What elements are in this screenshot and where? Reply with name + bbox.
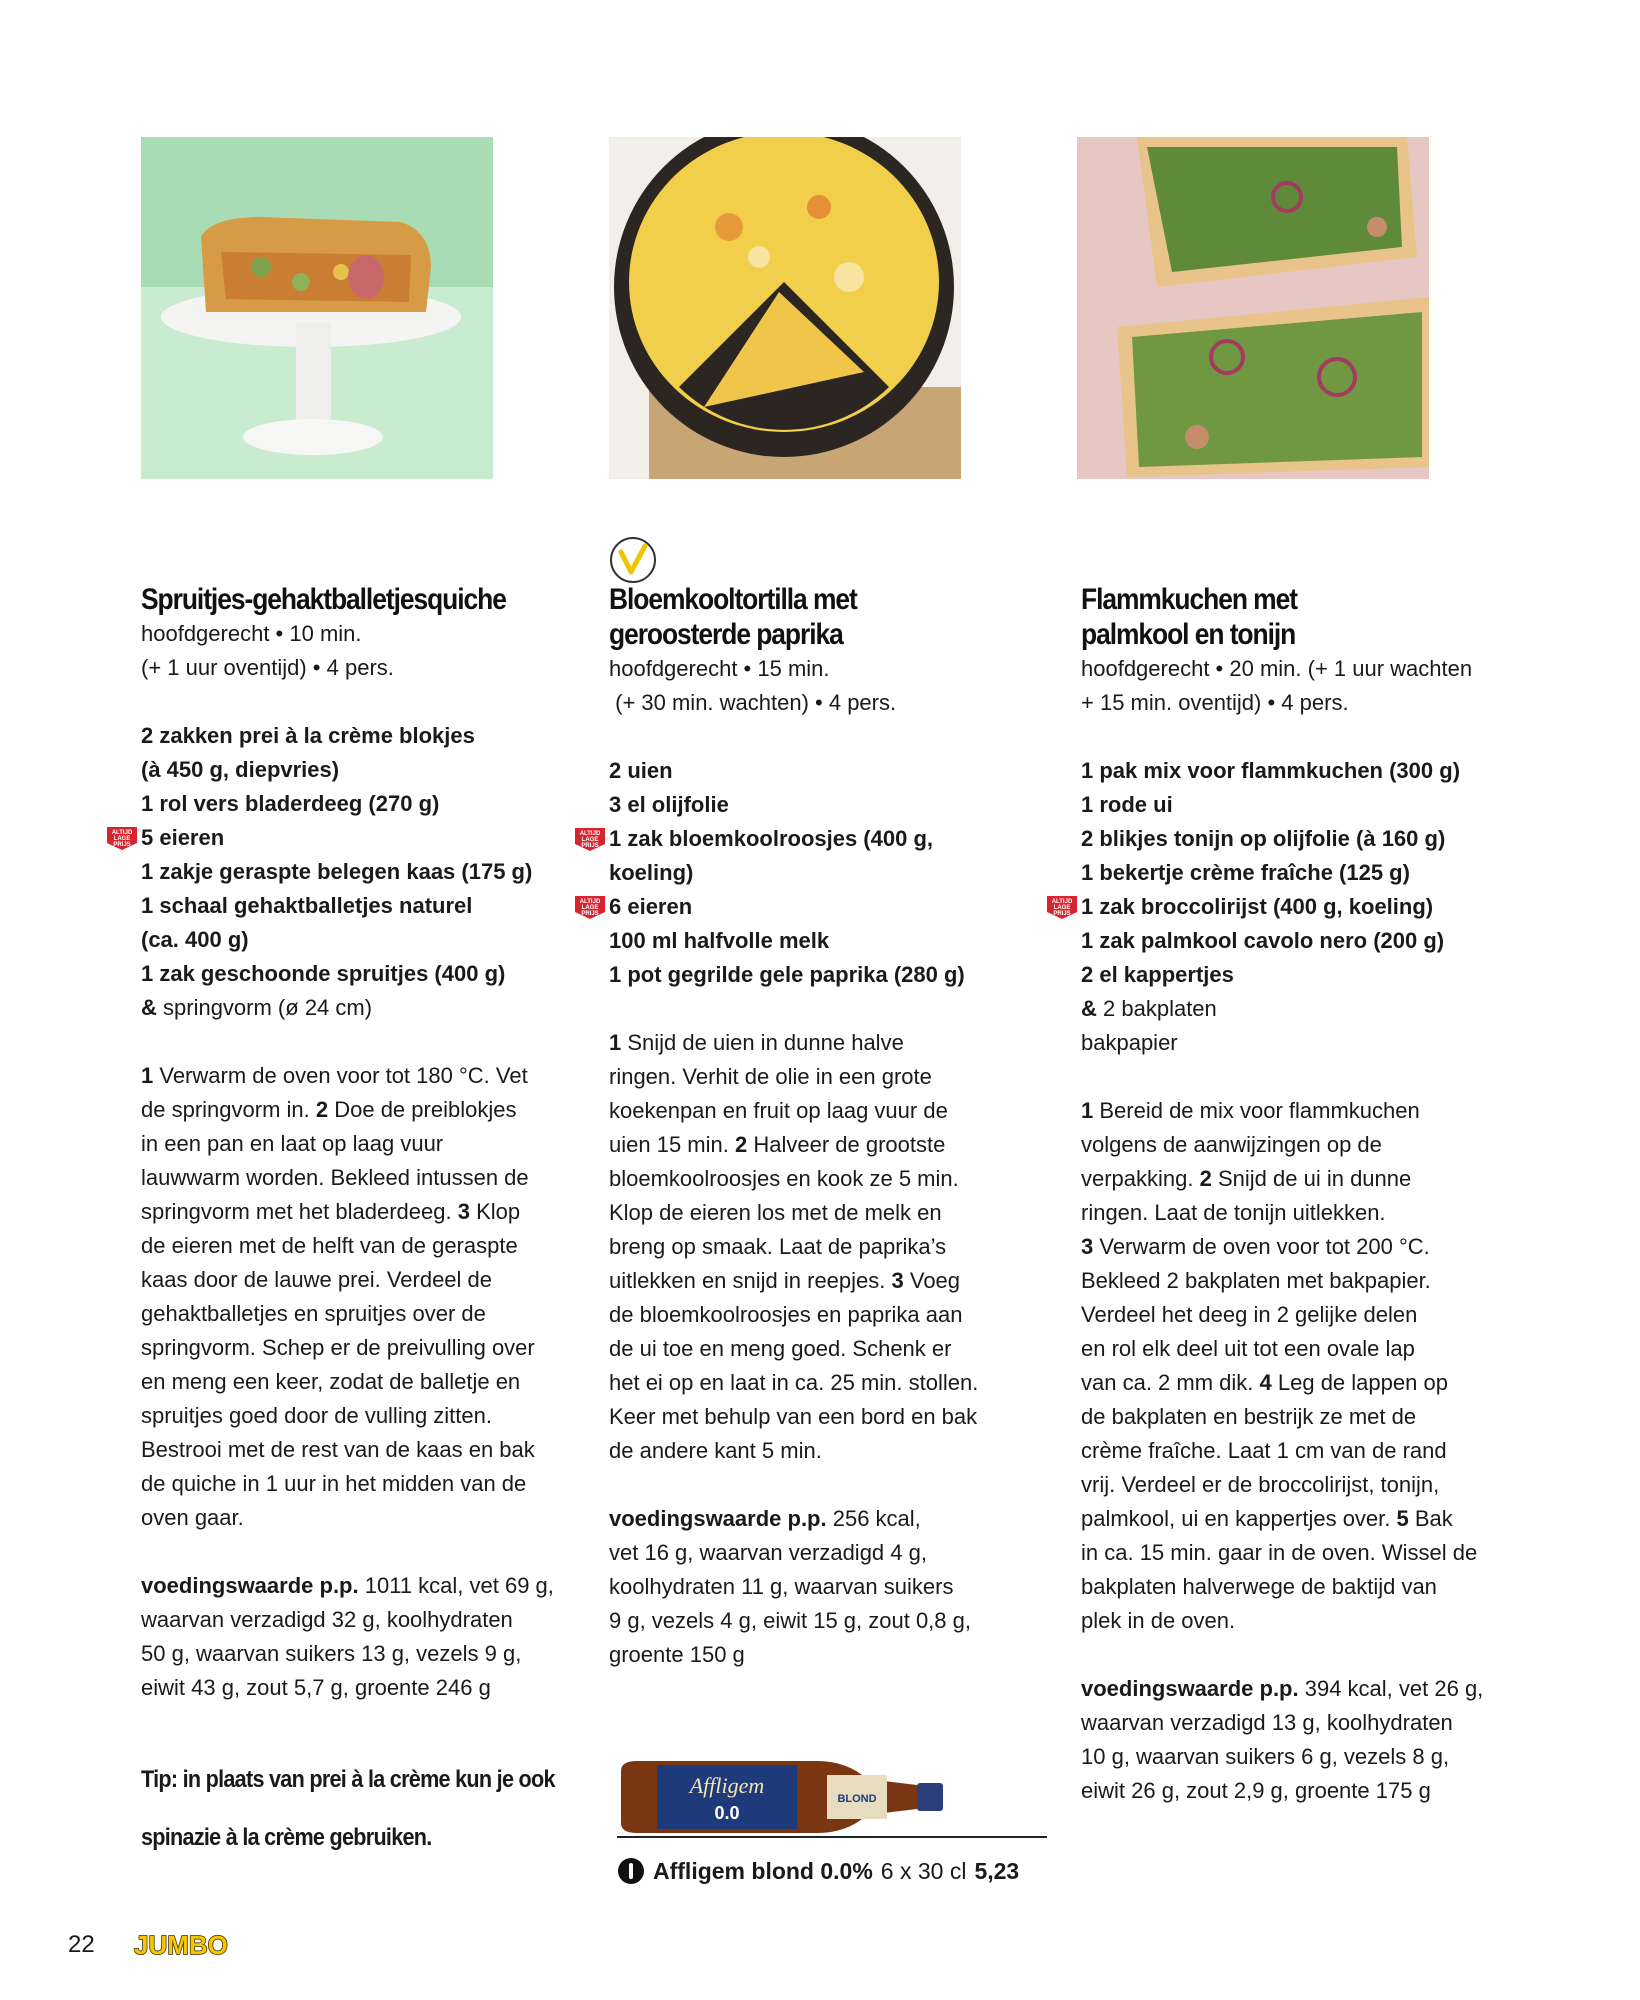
step-line: 1 Verwarm de oven voor tot 180 °C. Vet	[141, 1063, 528, 1088]
step-line: crème fraîche. Laat 1 cm van de rand	[1081, 1438, 1447, 1463]
step-line: uitlekken en snijd in reepjes. 3 Voeg	[609, 1268, 961, 1293]
step-line: breng op smaak. Laat de paprika’s	[609, 1234, 947, 1259]
ingredient: 1 zak broccolirijst (400 g, koeling)	[1081, 894, 1434, 919]
ingredient: 6 eieren	[609, 894, 693, 919]
ingredient: 2 el kappertjes	[1081, 962, 1234, 987]
svg-text:LAGE: LAGE	[581, 905, 599, 911]
recipe-title: Spruitjes-gehaktballetjesquiche	[141, 583, 506, 616]
step-line: de andere kant 5 min.	[609, 1438, 822, 1463]
tortilla-photo	[609, 137, 961, 479]
flammkuchen-photo	[1077, 137, 1429, 479]
step-line: in ca. 15 min. gaar in de oven. Wissel de	[1081, 1540, 1478, 1565]
step-line: volgens de aanwijzingen op de	[1081, 1132, 1382, 1157]
step-line: 3 Verwarm de oven voor tot 200 °C.	[1081, 1234, 1430, 1259]
nutrition-line: voedingswaarde p.p. 394 kcal, vet 26 g,	[1081, 1676, 1484, 1701]
healthy-choice-check-icon	[609, 536, 657, 584]
product-size: 6 x 30 cl	[880, 1858, 967, 1884]
step-line: de bakplaten en bestrijk ze met de	[1081, 1404, 1417, 1429]
nutrition-line: 10 g, waarvan suikers 6 g, vezels 8 g,	[1081, 1744, 1450, 1769]
nutrition-line: eiwit 26 g, zout 2,9 g, groente 175 g	[1081, 1778, 1431, 1803]
step-line: in een pan en laat op laag vuur	[141, 1131, 444, 1156]
step-line: Bestrooi met de rest van de kaas en bak	[141, 1437, 535, 1462]
step-line: 1 Bereid de mix voor flammkuchen	[1081, 1098, 1420, 1123]
ingredient: 3 el olijfolie	[609, 792, 729, 817]
nutrition-line: vet 16 g, waarvan verzadigd 4 g,	[609, 1540, 927, 1565]
step-line: oven gaar.	[141, 1505, 244, 1530]
step-line: verpakking. 2 Snijd de ui in dunne	[1081, 1166, 1412, 1191]
nutrition-line: waarvan verzadigd 32 g, koolhydraten	[141, 1607, 513, 1632]
ingredient: 1 zak palmkool cavolo nero (200 g)	[1081, 928, 1445, 953]
nutrition-line: 50 g, waarvan suikers 13 g, vezels 9 g,	[141, 1641, 522, 1666]
recipe-title: Bloemkooltortilla met	[609, 583, 857, 616]
recipe-meta: hoofdgerecht • 20 min. (+ 1 uur wachten	[1081, 656, 1473, 681]
step-line: uien 15 min. 2 Halveer de grootste	[609, 1132, 946, 1157]
ingredient: 5 eieren	[141, 825, 225, 850]
ingredient: 1 pak mix voor flammkuchen (300 g)	[1081, 758, 1461, 783]
svg-text:ALTIJD: ALTIJD	[1051, 899, 1073, 905]
nutrition-line: eiwit 43 g, zout 5,7 g, groente 246 g	[141, 1675, 491, 1700]
step-line: de eieren met de helft van de geraspte	[141, 1233, 518, 1258]
step-line: Keer met behulp van een bord en bak	[609, 1404, 978, 1429]
ingredient: (à 450 g, diepvries)	[141, 757, 340, 782]
equipment: bakpapier	[1081, 1030, 1178, 1055]
svg-text:PRIJS: PRIJS	[581, 911, 599, 917]
step-line: spruitjes goed door de vulling zitten.	[141, 1403, 492, 1428]
quiche-photo	[141, 137, 493, 479]
step-line: palmkool, ui en kappertjes over. 5 Bak	[1081, 1506, 1453, 1531]
ingredient: 1 rode ui	[1081, 792, 1173, 817]
step-line: Verdeel het deeg in 2 gelijke delen	[1081, 1302, 1418, 1327]
step-line: lauwwarm worden. Bekleed intussen de	[141, 1165, 529, 1190]
ingredient: (ca. 400 g)	[141, 927, 249, 952]
svg-text:0.0: 0.0	[714, 1803, 740, 1823]
nutrition-line: voedingswaarde p.p. 256 kcal,	[609, 1506, 921, 1531]
equipment: & 2 bakplaten	[1081, 996, 1217, 1021]
step-line: de ui toe en meng goed. Schenk er	[609, 1336, 952, 1361]
step-line: gehaktballetjes en spruitjes over de	[141, 1301, 486, 1326]
ingredient: 2 blikjes tonijn op olijfolie (à 160 g)	[1081, 826, 1446, 851]
step-line: koekenpan en fruit op laag vuur de	[609, 1098, 948, 1123]
ingredient: koeling)	[609, 860, 694, 885]
recipe-steps	[609, 1026, 1049, 1468]
recipe-meta: (+ 1 uur oventijd) • 4 pers.	[141, 655, 394, 680]
recipe-quiche	[111, 582, 581, 1879]
nutrition-line: voedingswaarde p.p. 1011 kcal, vet 69 g,	[141, 1573, 554, 1598]
step-line: het ei op en laat in ca. 25 min. stollen.	[609, 1370, 979, 1395]
svg-text:ALTIJD: ALTIJD	[579, 831, 601, 837]
ingredient: 1 schaal gehaktballetjes naturel	[141, 893, 473, 918]
svg-text:BLOND: BLOND	[837, 1793, 877, 1805]
ingredient: 100 ml halfvolle melk	[609, 928, 830, 953]
recipe-title: Flammkuchen met	[1081, 583, 1297, 616]
step-line: de springvorm in. 2 Doe de preiblokjes	[141, 1097, 517, 1122]
svg-text:ALTIJD: ALTIJD	[111, 830, 133, 836]
recipe-flammkuchen	[1051, 582, 1521, 1808]
equipment: & springvorm (ø 24 cm)	[141, 995, 373, 1020]
svg-text:PRIJS: PRIJS	[581, 843, 599, 849]
svg-text:PRIJS: PRIJS	[1053, 911, 1071, 917]
step-line: springvorm. Schep er de preivulling over	[141, 1335, 535, 1360]
recipe-steps	[1081, 1094, 1521, 1638]
recipe-title: geroosterde paprika	[609, 618, 843, 651]
product-caption	[617, 1855, 1019, 1887]
step-line: bloemkoolroosjes en kook ze 5 min.	[609, 1166, 959, 1191]
svg-text:LAGE: LAGE	[581, 837, 599, 843]
step-line: 1 Snijd de uien in dunne halve	[609, 1030, 904, 1055]
ingredient: 1 rol vers bladerdeeg (270 g)	[141, 791, 440, 816]
step-line: van ca. 2 mm dik. 4 Leg de lappen op	[1081, 1370, 1448, 1395]
nutrition-line: waarvan verzadigd 13 g, koolhydraten	[1081, 1710, 1453, 1735]
beer-bottle-image	[617, 1757, 947, 1837]
nutrition-line: 9 g, vezels 4 g, eiwit 15 g, zout 0,8 g,	[609, 1608, 971, 1633]
step-line: Bekleed 2 bakplaten met bakpapier.	[1081, 1268, 1431, 1293]
step-line: de quiche in 1 uur in het midden van de	[141, 1471, 527, 1496]
nutrition-line: groente 150 g	[609, 1642, 745, 1667]
product-name: Affligem blond 0.0%	[653, 1858, 873, 1884]
step-line: plek in de oven.	[1081, 1608, 1236, 1633]
svg-text:JUMBO: JUMBO	[134, 1930, 228, 1960]
product-price: 5,23	[974, 1858, 1020, 1884]
recipe-tip: spinazie à la crème gebruiken.	[141, 1824, 432, 1851]
ingredient: 1 bekertje crème fraîche (125 g)	[1081, 860, 1410, 885]
step-line: Klop de eieren los met de melk en	[609, 1200, 942, 1225]
nutrition-line: koolhydraten 11 g, waarvan suikers	[609, 1574, 954, 1599]
recipe-meta: + 15 min. oventijd) • 4 pers.	[1081, 690, 1349, 715]
svg-text:PRIJS: PRIJS	[113, 842, 131, 848]
recipe-meta: (+ 30 min. wachten) • 4 pers.	[609, 690, 897, 715]
step-line: kaas door de lauwe prei. Verdeel de	[141, 1267, 493, 1292]
step-line: en rol elk deel uit tot een ovale lap	[1081, 1336, 1415, 1361]
step-line: en meng een keer, zodat de balletje en	[141, 1369, 521, 1394]
ingredient: 1 zak bloemkoolroosjes (400 g,	[609, 826, 934, 851]
svg-text:Affligem: Affligem	[689, 1773, 765, 1798]
step-line: vrij. Verdeel er de broccolirijst, tonijn,	[1081, 1472, 1440, 1497]
step-line: ringen. Laat de tonijn uitlekken.	[1081, 1200, 1386, 1225]
step-line: bakplaten halverwege de baktijd van	[1081, 1574, 1437, 1599]
alcohol-info-icon	[617, 1857, 645, 1885]
ingredient: 1 zakje geraspte belegen kaas (175 g)	[141, 859, 533, 884]
product-divider	[617, 1836, 1047, 1838]
recipe-tip: Tip: in plaats van prei à la crème kun je ook	[141, 1766, 555, 1793]
ingredient: 2 zakken prei à la crème blokjes	[141, 723, 475, 748]
ingredient: 1 zak geschoonde spruitjes (400 g)	[141, 961, 506, 986]
svg-text:ALTIJD: ALTIJD	[579, 899, 601, 905]
svg-text:LAGE: LAGE	[1053, 905, 1071, 911]
step-line: springvorm met het bladerdeeg. 3 Klop	[141, 1199, 521, 1224]
jumbo-logo	[132, 1927, 240, 1961]
ingredient: 1 pot gegrilde gele paprika (280 g)	[609, 962, 965, 987]
ingredient: 2 uien	[609, 758, 673, 783]
always-low-price-badge-icon	[573, 894, 607, 920]
page-number: 22	[68, 1931, 95, 1958]
step-line: ringen. Verhit de olie in een grote	[609, 1064, 932, 1089]
always-low-price-badge-icon	[1045, 894, 1079, 920]
recipe-meta: hoofdgerecht • 15 min.	[609, 656, 830, 681]
recipe-steps	[141, 1059, 581, 1535]
svg-text:LAGE: LAGE	[113, 836, 131, 842]
always-low-price-badge-icon	[573, 826, 607, 852]
recipe-meta: hoofdgerecht • 10 min.	[141, 621, 362, 646]
recipe-tortilla	[579, 582, 1049, 1672]
always-low-price-badge-icon	[105, 825, 139, 851]
recipe-title: palmkool en tonijn	[1081, 618, 1296, 651]
step-line: de bloemkoolroosjes en paprika aan	[609, 1302, 963, 1327]
